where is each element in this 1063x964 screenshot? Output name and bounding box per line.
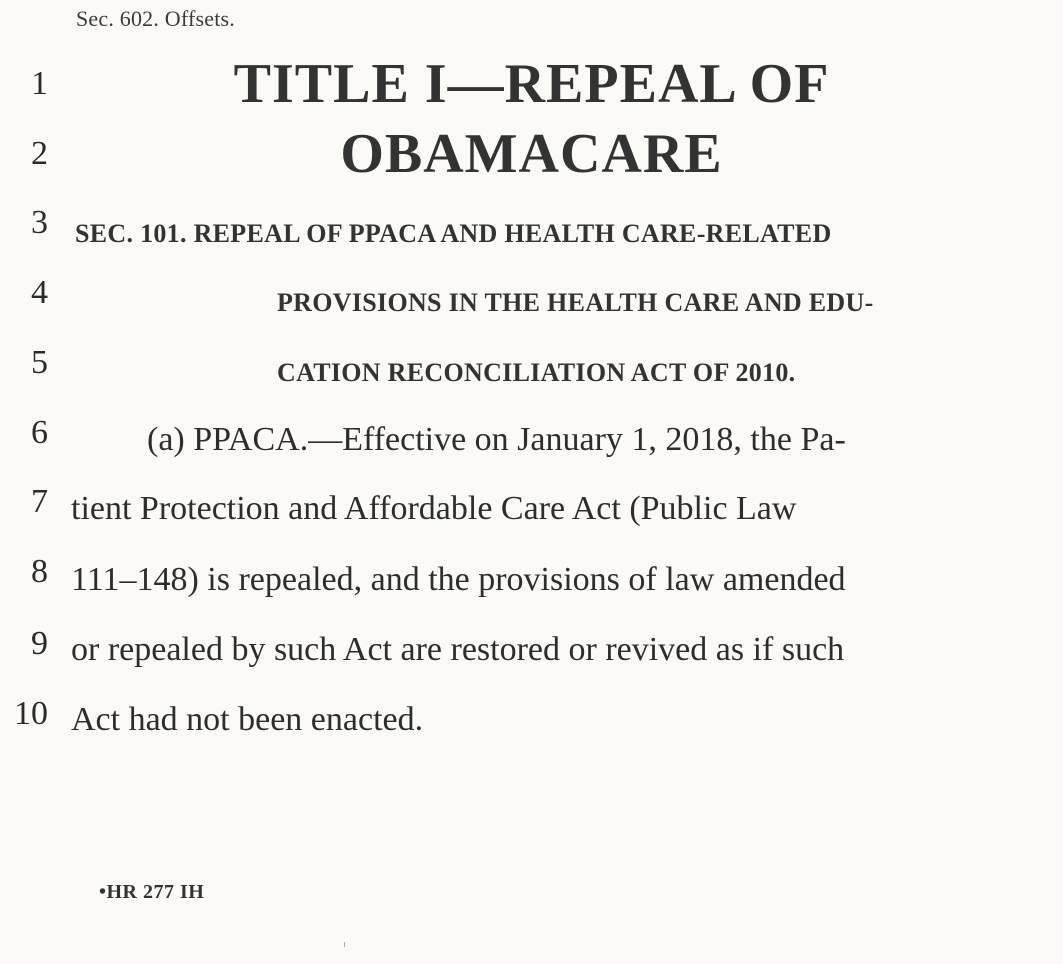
line-number-7: 7 [31,483,48,520]
line-number-8: 8 [31,553,48,590]
scan-speck [344,942,345,947]
line-number-10: 10 [14,695,48,732]
line-number-2: 2 [31,135,48,172]
line-number-5: 5 [31,344,48,381]
toc-entry-offsets: Sec. 602. Offsets. [76,6,236,31]
section-heading-line-1: SEC. 101. REPEAL OF PPACA AND HEALTH CARE-RELATED [75,219,832,248]
line-number-1: 1 [31,65,48,102]
line-number-4: 4 [31,274,48,311]
body-line-7: tient Protection and Affordable Care Act (Public Law [71,490,797,527]
body-line-6: (a) PPACA.—Effective on January 1, 2018, the Pa- [147,421,846,458]
line-number-6: 6 [31,414,48,451]
title-line-1: TITLE I—REPEAL OF [233,53,830,115]
body-line-10: Act had not been enacted. [71,701,424,738]
body-line-9: or repealed by such Act are restored or revived as if such [71,631,845,668]
title-line-2: OBAMACARE [340,123,723,185]
section-heading-line-2: PROVISIONS IN THE HEALTH CARE AND EDU- [277,288,874,317]
body-line-8: 111–148) is repealed, and the provisions of law amended [71,561,846,598]
line-number-3: 3 [31,204,48,241]
section-heading-line-3: CATION RECONCILIATION ACT OF 2010. [277,358,796,387]
bill-id-footer: •HR 277 IH [99,881,205,903]
line-number-9: 9 [31,625,48,662]
